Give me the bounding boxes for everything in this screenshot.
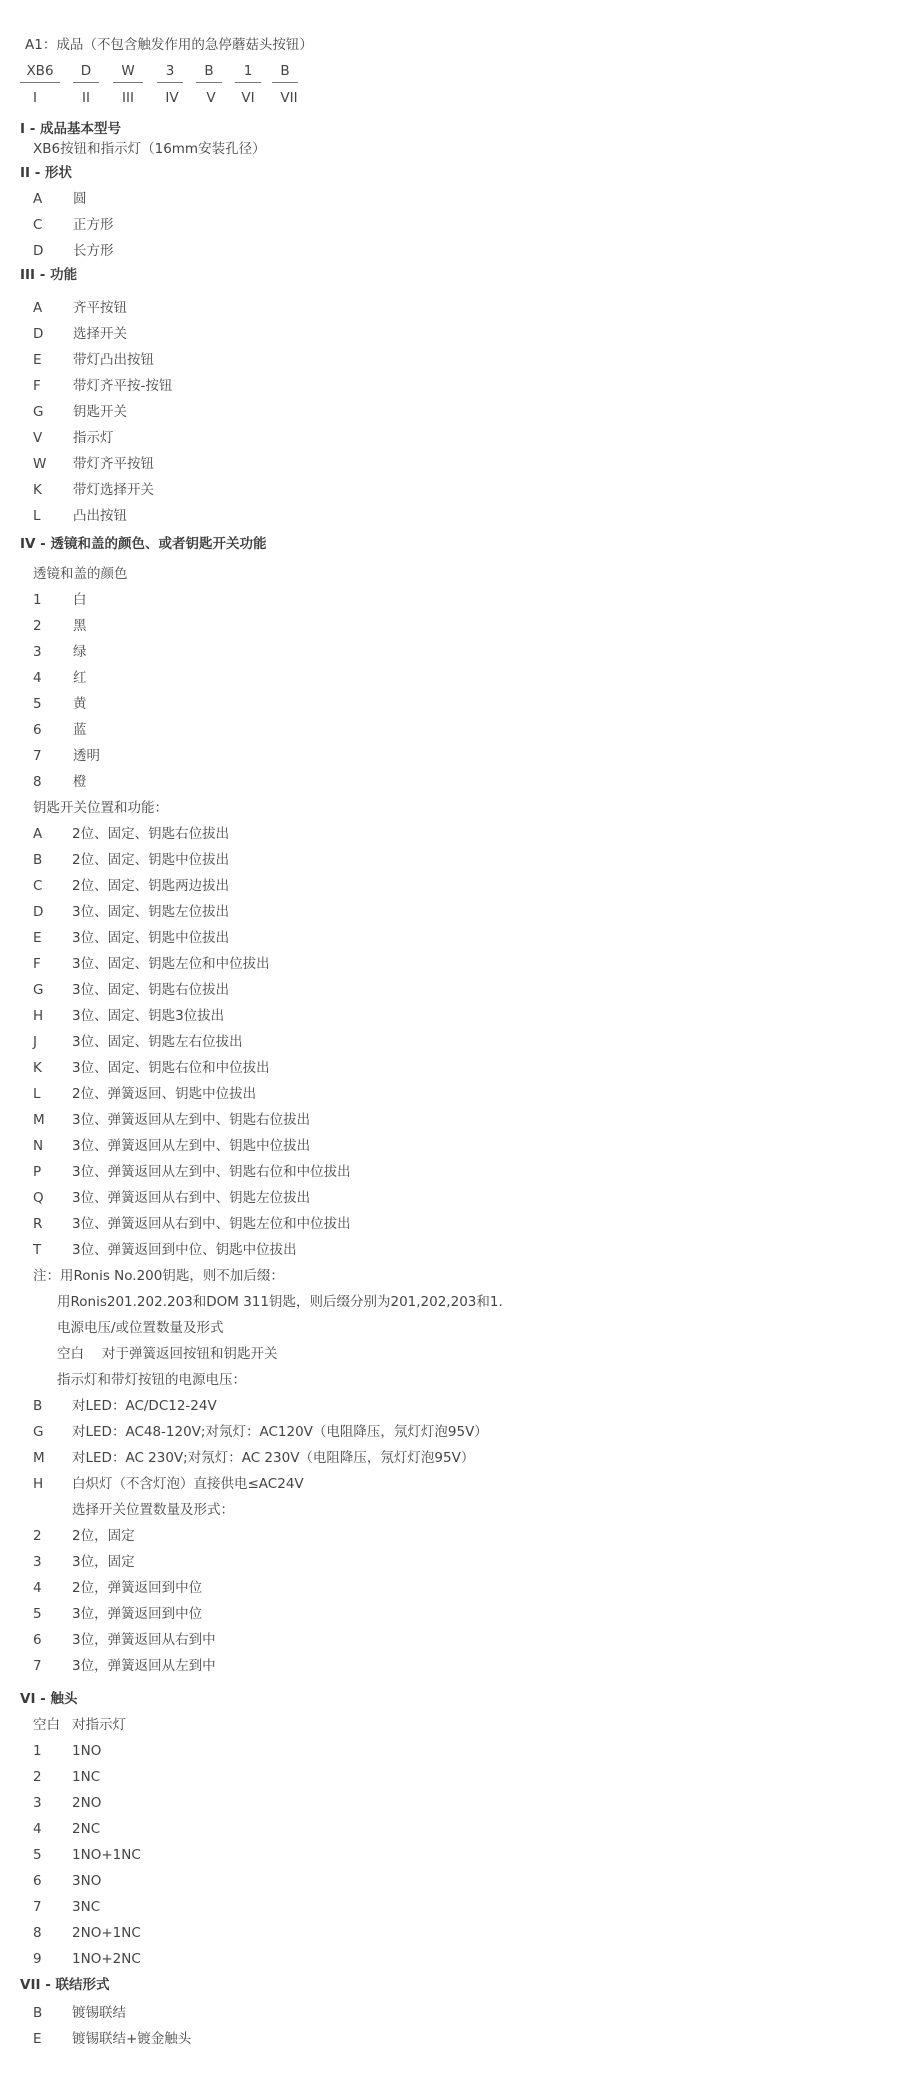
section-heading-ii: II - 形状 bbox=[20, 165, 73, 181]
item-text: 带灯齐平按-按钮 bbox=[73, 378, 173, 394]
item-code: E bbox=[33, 352, 42, 368]
item-code: 2 bbox=[33, 618, 42, 634]
item-code: B bbox=[33, 2005, 43, 2021]
item-text: 2位、固定、钥匙中位拔出 bbox=[72, 852, 230, 868]
item-code: V bbox=[33, 430, 43, 446]
section-i-description: XB6按钮和指示灯（16mm安装孔径） bbox=[33, 141, 266, 157]
voltage-position-heading: 电源电压/或位置数量及形式 bbox=[57, 1320, 224, 1336]
code-underline bbox=[272, 82, 298, 83]
item-code: 4 bbox=[33, 1580, 42, 1596]
note-line-1: 注：用Ronis No.200钥匙，则不加后缀： bbox=[33, 1268, 284, 1284]
roman-numeral: I bbox=[33, 90, 37, 106]
item-code: B bbox=[33, 852, 43, 868]
item-text: 2位、弹簧返回、钥匙中位拔出 bbox=[72, 1086, 257, 1102]
item-text: 指示灯 bbox=[73, 430, 114, 446]
item-text: 3位、弹簧返回从左到中、钥匙右位和中位拔出 bbox=[72, 1164, 351, 1180]
item-code: K bbox=[33, 482, 42, 498]
item-text: 3NC bbox=[72, 1899, 101, 1915]
item-text: 2位，弹簧返回到中位 bbox=[72, 1580, 203, 1596]
item-text: 3位，弹簧返回从左到中 bbox=[72, 1658, 216, 1674]
item-code: L bbox=[33, 1086, 41, 1102]
item-text: 3位，弹簧返回到中位 bbox=[72, 1606, 203, 1622]
item-code: 2 bbox=[33, 1769, 42, 1785]
item-text: 1NO bbox=[72, 1743, 102, 1759]
item-text: 1NO+2NC bbox=[72, 1951, 141, 1967]
intro-text: A1：成品（不包含触发作用的急停蘑菇头按钮） bbox=[25, 37, 313, 53]
item-text: 2位、固定、钥匙两边拔出 bbox=[72, 878, 230, 894]
item-code: A bbox=[33, 191, 43, 207]
item-code: B bbox=[33, 1398, 43, 1414]
item-text: 橙 bbox=[73, 774, 87, 790]
item-code: 7 bbox=[33, 1899, 42, 1915]
item-code: Q bbox=[33, 1190, 44, 1206]
item-code: 6 bbox=[33, 1632, 42, 1648]
item-text: 蓝 bbox=[73, 722, 87, 738]
selector-position-heading: 选择开关位置数量及形式： bbox=[72, 1502, 234, 1518]
code-segment: 1 bbox=[243, 63, 253, 79]
item-text: 3位，固定 bbox=[72, 1554, 135, 1570]
item-text: 3位、固定、钥匙左位拔出 bbox=[72, 904, 230, 920]
item-code: G bbox=[33, 1424, 44, 1440]
key-switch-subheading: 钥匙开关位置和功能： bbox=[33, 800, 168, 816]
item-text: 3位、固定、钥匙左位和中位拔出 bbox=[72, 956, 270, 972]
item-code: T bbox=[33, 1242, 42, 1258]
item-code: 3 bbox=[33, 1554, 42, 1570]
item-code: D bbox=[33, 243, 44, 259]
code-segment: B bbox=[204, 63, 214, 79]
item-code: 1 bbox=[33, 1743, 42, 1759]
section-heading-vi: VI - 触头 bbox=[20, 1691, 78, 1707]
item-code: H bbox=[33, 1008, 44, 1024]
item-text: 镀锡联结 bbox=[72, 2005, 126, 2021]
item-code: 8 bbox=[33, 1925, 42, 1941]
item-text: 长方形 bbox=[73, 243, 114, 259]
item-text: 带灯选择开关 bbox=[73, 482, 154, 498]
item-text: 绿 bbox=[73, 644, 87, 660]
item-code: G bbox=[33, 982, 44, 998]
blank-description: 对指示灯 bbox=[72, 1717, 126, 1733]
item-code: D bbox=[33, 326, 44, 342]
roman-numeral: VI bbox=[241, 90, 255, 106]
item-code: E bbox=[33, 2031, 42, 2047]
roman-numeral: III bbox=[122, 90, 134, 106]
item-code: F bbox=[33, 956, 41, 972]
item-code: 3 bbox=[33, 1795, 42, 1811]
item-code: R bbox=[33, 1216, 43, 1232]
blank-label: 空白 bbox=[33, 1717, 60, 1733]
item-code: 6 bbox=[33, 1873, 42, 1889]
item-code: P bbox=[33, 1164, 42, 1180]
item-text: 2NC bbox=[72, 1821, 101, 1837]
roman-numeral: VII bbox=[280, 90, 298, 106]
item-text: 凸出按钮 bbox=[73, 508, 127, 524]
item-text: 1NO+1NC bbox=[72, 1847, 141, 1863]
item-code: M bbox=[33, 1112, 45, 1128]
item-code: H bbox=[33, 1476, 44, 1492]
item-text: 3位、弹簧返回到中位、钥匙中位拔出 bbox=[72, 1242, 297, 1258]
item-code: 5 bbox=[33, 696, 42, 712]
item-code: M bbox=[33, 1450, 45, 1466]
code-segment: XB6 bbox=[26, 63, 54, 79]
item-text: 对LED：AC 230V;对氖灯：AC 230V（电阻降压，氖灯灯泡95V） bbox=[72, 1450, 475, 1466]
item-text: 3位、弹簧返回从左到中、钥匙中位拔出 bbox=[72, 1138, 311, 1154]
item-text: 带灯齐平按钮 bbox=[73, 456, 154, 472]
item-text: 白炽灯（不含灯泡）直接供电≤AC24V bbox=[72, 1476, 304, 1492]
code-underline bbox=[113, 82, 143, 83]
item-code: 5 bbox=[33, 1606, 42, 1622]
item-code: 9 bbox=[33, 1951, 42, 1967]
item-code: E bbox=[33, 930, 42, 946]
item-text: 黑 bbox=[73, 618, 87, 634]
code-underline bbox=[157, 82, 183, 83]
item-code: 1 bbox=[33, 592, 42, 608]
section-heading-iv: IV - 透镜和盖的颜色、或者钥匙开关功能 bbox=[20, 536, 267, 552]
item-text: 2NO+1NC bbox=[72, 1925, 141, 1941]
code-segment: B bbox=[280, 63, 290, 79]
item-text: 3位、固定、钥匙中位拔出 bbox=[72, 930, 230, 946]
item-code: 7 bbox=[33, 748, 42, 764]
code-underline bbox=[73, 82, 99, 83]
item-text: 钥匙开关 bbox=[73, 404, 127, 420]
item-text: 圆 bbox=[73, 191, 87, 207]
item-code: D bbox=[33, 904, 44, 920]
item-text: 3位、弹簧返回从左到中、钥匙右位拔出 bbox=[72, 1112, 311, 1128]
item-code: 3 bbox=[33, 644, 42, 660]
item-text: 对LED：AC48-120V;对氖灯：AC120V（电阻降压，氖灯灯泡95V） bbox=[72, 1424, 488, 1440]
item-code: 7 bbox=[33, 1658, 42, 1674]
item-text: 3位、固定、钥匙左右位拔出 bbox=[72, 1034, 243, 1050]
item-text: 选择开关 bbox=[73, 326, 127, 342]
lens-color-subheading: 透镜和盖的颜色 bbox=[33, 566, 128, 582]
note-line-2: 用Ronis201.202.203和DOM 311钥匙，则后缀分别为201,202,203和1. bbox=[57, 1294, 503, 1310]
roman-numeral: IV bbox=[165, 90, 179, 106]
blank-label: 空白 bbox=[57, 1346, 84, 1362]
item-text: 1NC bbox=[72, 1769, 101, 1785]
item-code: F bbox=[33, 378, 41, 394]
item-code: J bbox=[33, 1034, 37, 1050]
item-text: 3位、固定、钥匙右位拔出 bbox=[72, 982, 230, 998]
blank-description: 对于弹簧返回按钮和钥匙开关 bbox=[102, 1346, 278, 1362]
item-code: 5 bbox=[33, 1847, 42, 1863]
code-segment: W bbox=[121, 63, 135, 79]
item-text: 黄 bbox=[73, 696, 87, 712]
item-text: 2位、固定、钥匙右位拔出 bbox=[72, 826, 230, 842]
section-heading-i: I - 成品基本型号 bbox=[20, 121, 122, 137]
item-text: 齐平按钮 bbox=[73, 300, 127, 316]
code-segment: D bbox=[80, 63, 92, 79]
item-code: 2 bbox=[33, 1528, 42, 1544]
item-code: L bbox=[33, 508, 41, 524]
code-segment: 3 bbox=[165, 63, 175, 79]
item-code: G bbox=[33, 404, 44, 420]
item-text: 镀锡联结+镀金触头 bbox=[72, 2031, 192, 2047]
item-code: 4 bbox=[33, 1821, 42, 1837]
section-heading-vii: VII - 联结形式 bbox=[20, 1977, 110, 1993]
item-text: 2位，固定 bbox=[72, 1528, 135, 1544]
code-underline bbox=[235, 82, 261, 83]
supply-voltage-heading: 指示灯和带灯按钮的电源电压： bbox=[57, 1372, 246, 1388]
item-code: C bbox=[33, 878, 43, 894]
roman-numeral: II bbox=[82, 90, 90, 106]
item-text: 2NO bbox=[72, 1795, 102, 1811]
item-text: 带灯凸出按钮 bbox=[73, 352, 154, 368]
item-text: 透明 bbox=[73, 748, 100, 764]
section-heading-iii: III - 功能 bbox=[20, 267, 78, 283]
item-text: 3位，弹簧返回从右到中 bbox=[72, 1632, 216, 1648]
code-underline bbox=[20, 82, 60, 83]
item-text: 3NO bbox=[72, 1873, 102, 1889]
item-code: 4 bbox=[33, 670, 42, 686]
item-text: 对LED：AC/DC12-24V bbox=[72, 1398, 217, 1414]
item-text: 白 bbox=[73, 592, 87, 608]
item-text: 红 bbox=[73, 670, 87, 686]
item-code: A bbox=[33, 300, 43, 316]
item-text: 3位、弹簧返回从右到中、钥匙左位和中位拔出 bbox=[72, 1216, 351, 1232]
item-text: 3位、弹簧返回从右到中、钥匙左位拔出 bbox=[72, 1190, 311, 1206]
item-code: C bbox=[33, 217, 43, 233]
item-text: 3位、固定、钥匙右位和中位拔出 bbox=[72, 1060, 270, 1076]
code-underline bbox=[196, 82, 222, 83]
roman-numeral: V bbox=[206, 90, 216, 106]
item-code: W bbox=[33, 456, 47, 472]
item-code: 8 bbox=[33, 774, 42, 790]
item-code: A bbox=[33, 826, 43, 842]
item-code: 6 bbox=[33, 722, 42, 738]
item-text: 正方形 bbox=[73, 217, 114, 233]
item-code: N bbox=[33, 1138, 44, 1154]
item-code: K bbox=[33, 1060, 42, 1076]
item-text: 3位、固定、钥匙3位拔出 bbox=[72, 1008, 225, 1024]
